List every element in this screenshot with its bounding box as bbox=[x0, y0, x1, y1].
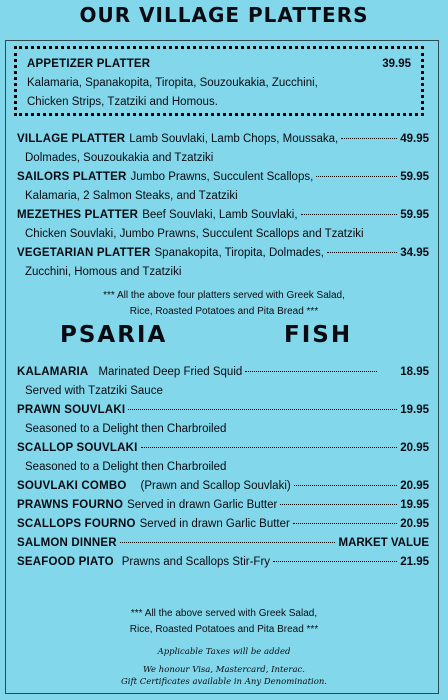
appetizer-box bbox=[14, 46, 424, 116]
price-leader bbox=[141, 447, 398, 448]
item-desc: (Prawn and Scallop Souvlaki) bbox=[140, 480, 291, 492]
item-name: SCALLOPS FOURNO bbox=[17, 518, 136, 530]
menu-item bbox=[17, 168, 429, 206]
item-price: 18.95 bbox=[400, 366, 429, 378]
item-price: 20.95 bbox=[400, 518, 429, 530]
menu-item bbox=[17, 130, 429, 168]
item-desc: Served in drawn Garlic Butter bbox=[127, 499, 278, 511]
item-name: SCALLOP SOUVLAKI bbox=[17, 442, 138, 454]
payment-note-line-2: Gift Certificates available in Any Denomination. bbox=[120, 677, 328, 687]
item-desc: Jumbo Prawns, Succulent Scallops, bbox=[130, 171, 314, 183]
item-sub: Seasoned to a Delight then Charbroiled bbox=[25, 461, 227, 473]
item-sub: Seasoned to a Delight then Charbroiled bbox=[25, 423, 227, 435]
price-leader bbox=[120, 542, 336, 543]
menu-item bbox=[17, 477, 429, 496]
item-name: SAILORS PLATTER bbox=[17, 171, 127, 183]
item-price: 49.95 bbox=[400, 133, 429, 145]
item-desc: Spanakopita, Tiropita, Dolmades, bbox=[154, 247, 324, 259]
price-leader bbox=[245, 371, 377, 372]
item-desc: Served in drawn Garlic Butter bbox=[139, 518, 290, 530]
item-price: 19.95 bbox=[400, 404, 429, 416]
item-sub: Dolmades, Souzoukakia and Tzatziki bbox=[25, 152, 214, 164]
menu-item bbox=[17, 496, 429, 515]
appetizer-price: 39.95 bbox=[382, 58, 411, 70]
item-price: 19.95 bbox=[400, 499, 429, 511]
item-name: SOUVLAKI COMBO bbox=[17, 480, 127, 492]
platter-note-line-1: *** All the above four platters served with Greek Salad, bbox=[103, 290, 345, 301]
fish-note bbox=[0, 606, 448, 638]
item-name: PRAWNS FOURNO bbox=[17, 499, 124, 511]
menu-item bbox=[17, 534, 429, 553]
item-name: KALAMARIA bbox=[17, 366, 89, 378]
appetizer-name: APPETIZER PLATTER bbox=[27, 58, 151, 70]
item-desc: Beef Souvlaki, Lamb Souvlaki, bbox=[142, 209, 298, 221]
item-price: 59.95 bbox=[400, 171, 429, 183]
appetizer-row bbox=[27, 55, 411, 74]
item-sub: Kalamaria, 2 Salmon Steaks, and Tzatziki bbox=[25, 190, 238, 202]
section-heading-psaria: PSARIA bbox=[60, 322, 168, 348]
menu-item bbox=[17, 553, 429, 572]
price-leader bbox=[341, 138, 397, 139]
item-name: VEGETARIAN PLATTER bbox=[17, 247, 151, 259]
item-price: 34.95 bbox=[400, 247, 429, 259]
appetizer-desc-line-1: Kalamaria, Spanakopita, Tiropita, Souzoukakia, Zucchini, bbox=[27, 77, 318, 89]
item-name: MEZETHES PLATTER bbox=[17, 209, 139, 221]
page-title: OUR VILLAGE PLATTERS bbox=[79, 3, 369, 27]
price-leader bbox=[316, 176, 397, 177]
menu-item bbox=[17, 244, 429, 282]
menu-item bbox=[17, 515, 429, 534]
payment-note-line-1: We honour Visa, Mastercard, Interac. bbox=[143, 665, 305, 675]
item-price: MARKET VALUE bbox=[338, 537, 429, 549]
item-name: SEAFOOD PIATO bbox=[17, 556, 114, 568]
fish-note-line-2: Rice, Roasted Potatoes and Pita Bread *** bbox=[129, 624, 319, 635]
item-name: SALMON DINNER bbox=[17, 537, 117, 549]
menu-item bbox=[17, 206, 429, 244]
price-leader bbox=[294, 485, 398, 486]
item-desc: Marinated Deep Fried Squid bbox=[98, 366, 243, 378]
item-name: PRAWN SOUVLAKI bbox=[17, 404, 126, 416]
platter-note bbox=[0, 288, 448, 320]
price-leader bbox=[273, 561, 397, 562]
price-leader bbox=[293, 523, 397, 524]
item-sub: Chicken Souvlaki, Jumbo Prawns, Succulent Scallops and Tzatziki bbox=[25, 228, 364, 240]
item-sub: Zucchini, Homous and Tzatziki bbox=[25, 266, 182, 278]
payment-note bbox=[0, 664, 448, 688]
price-leader bbox=[280, 504, 397, 505]
item-name: VILLAGE PLATTER bbox=[17, 133, 126, 145]
item-price: 21.95 bbox=[400, 556, 429, 568]
section-heading-fish: FISH bbox=[284, 322, 353, 348]
menu-item bbox=[17, 439, 429, 477]
item-price: 20.95 bbox=[400, 442, 429, 454]
price-leader bbox=[327, 252, 397, 253]
item-desc: Lamb Souvlaki, Lamb Chops, Moussaka, bbox=[129, 133, 339, 145]
platter-note-line-2: Rice, Roasted Potatoes and Pita Bread *** bbox=[129, 306, 319, 317]
appetizer-desc-line-2: Chicken Strips, Tzatziki and Homous. bbox=[27, 96, 218, 108]
item-desc: Prawns and Scallops Stir-Fry bbox=[121, 556, 271, 568]
price-leader bbox=[128, 409, 397, 410]
tax-note: Applicable Taxes will be added bbox=[157, 647, 291, 657]
fish-list bbox=[17, 363, 429, 572]
platters-list bbox=[17, 130, 429, 282]
item-price: 59.95 bbox=[400, 209, 429, 221]
fish-note-line-1: *** All the above served with Greek Salad, bbox=[130, 608, 318, 619]
item-sub: Served with Tzatziki Sauce bbox=[25, 385, 163, 397]
menu-item bbox=[17, 363, 429, 401]
menu-item bbox=[17, 401, 429, 439]
item-price: 20.95 bbox=[400, 480, 429, 492]
price-leader bbox=[301, 214, 398, 215]
